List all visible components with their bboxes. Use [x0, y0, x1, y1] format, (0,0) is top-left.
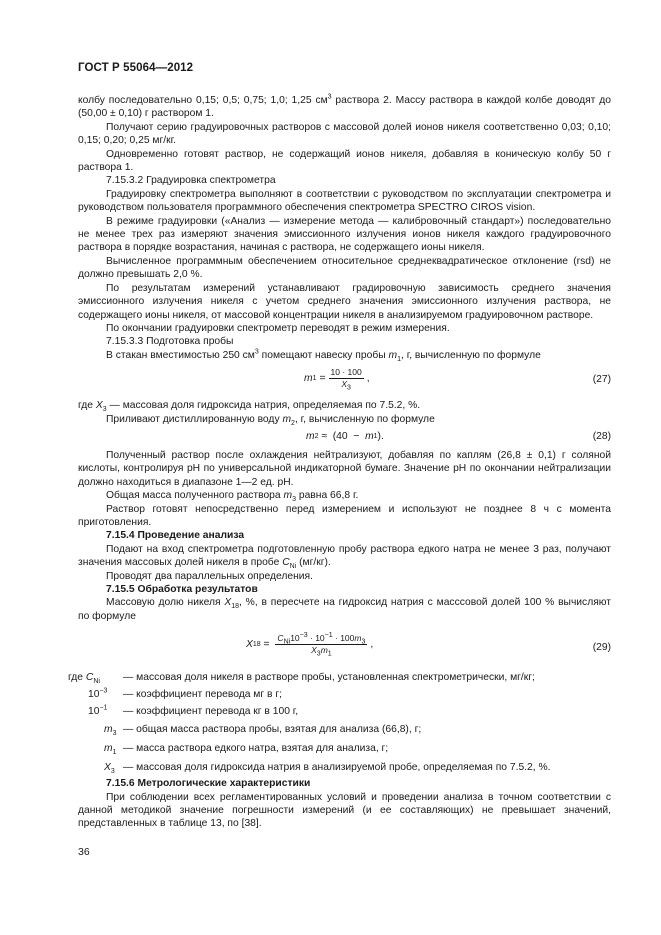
- definition-row: $m_1$ — масса раствора едкого натра, взятая для анализа, г;: [104, 743, 389, 757]
- symbol-definitions: [68, 669, 611, 777]
- paragraph: Приливают дистиллированную воду $m_2$, г, вычисленную по формуле: [106, 413, 435, 427]
- paragraph: При соблюдении всех регламентированных условий и проведении анализа в точном соответствии с данной методикой значение погрешности измерений (и ее составляющих) не превышает значений, представленных в таблице 13, по [38].: [78, 791, 611, 830]
- definition-row: $X_3$ — массовая доля гидроксида натрия в анализируемой пробе, определяемая по 7.5.2, %.: [104, 762, 551, 776]
- definition-row: $m_3$ — общая масса раствора пробы, взятая для анализа (66,8), г;: [104, 724, 422, 738]
- paragraph: Полученный раствор после охлаждения нейтрализуют, добавляя по каплям (26,8 ± 0,1) г соляной кислоты, контролируя pH по универсальной индикаторной бумаге. Значение pH по окончании нейтрализации должно находиться в диапазоне 1—2 ед. pH.: [78, 449, 611, 488]
- paragraph: Получают серию градуировочных растворов с массовой долей ионов никеля соответственно 0,03; 0,10; 0,15; 0,20; 0,25 мг/кг.: [78, 121, 611, 147]
- document-body: [68, 93, 612, 831]
- paragraph: В режиме градуировки («Анализ — измерение метода — калибровочный стандарт») последовательно не менее трех раз измеряют значения эмиссионного излучения ионов никеля каждого градуировочного раствора в порядке возрастания, начиная с раствора, не содержащего ионы никеля.: [78, 215, 611, 254]
- paragraph: Одновременно готовят раствор, не содержащий ионов никеля, добавляя в коническую колбу 50 г раствора 1.: [78, 148, 611, 174]
- section-heading: 7.15.4 Проведение анализа: [106, 530, 245, 542]
- formula-28: m 2 ≈ (40 − m 1 ). (28): [306, 430, 611, 442]
- paragraph: где $X_3$ — массовая доля гидроксида натрия, определяемая по 7.5.2, %.: [78, 400, 421, 414]
- paragraph: Массовую долю никеля $X_{18}$, %, в пересчете на гидроксид натрия с масссовой долей 100 % вычисляют по формуле: [78, 597, 612, 622]
- formula-27: m 1 = $\frac{10 \cdot 100}{X_3}$ , (27): [304, 367, 611, 392]
- subsection-heading: 7.15.3.2 Градуировка спектрометра: [106, 175, 276, 187]
- definition-row: $10^{-3}$ — коэффициент перевода мг в г;: [88, 687, 282, 701]
- paragraph: Проводят два параллельных определения.: [106, 570, 313, 582]
- paragraph: Раствор готовят непосредственно перед измерением и используют не позднее 8 ч с момента приготовления.: [78, 503, 611, 528]
- section-heading: 7.15.5 Обработка результатов: [106, 584, 258, 595]
- paragraph: Градуировку спектрометра выполняют в соответствии с руководством по эксплуатации спектрометра и руководством пользователя программного обеспечения спектрометра SPECTRO CIROS vision.: [78, 188, 611, 214]
- definition-row: где $C_{Ni}$ — массовая доля никеля в растворе пробы, установленная спектрометрически, мг/кг;: [68, 672, 535, 686]
- formula-29: X 18 = $\frac{C_{Ni}10^{-3} \cdot 10^{-1} \cdot 100m_3}{X_3m_1}$ , (29): [246, 632, 611, 658]
- paragraph: Вычисленное программным обеспечением относительное среднеквадратическое отклонение (rsd) не должно превышать 2,0 %.: [78, 255, 611, 281]
- paragraph: Подают на вход спектрометра подготовленную пробу раствора едкого натра не менее 3 раз, получают значения массовых долей никеля в пробе $C_{Ni}$ (мг/кг).: [78, 543, 611, 571]
- paragraph: Общая масса полученного раствора $m_3$ равна 66,8 г.: [106, 490, 359, 504]
- paragraph: В стакан вместимостью 250 $см^3$ помещают навеску пробы $m_1$, г, вычисленную по формуле: [106, 348, 541, 363]
- page-number: 36: [78, 846, 90, 858]
- fraction: $\frac{10 \cdot 100}{X_3}$: [330, 367, 362, 392]
- subsection-heading: 7.15.3.3 Подготовка пробы: [106, 336, 234, 348]
- document-header: ГОСТ Р 55064—2012: [78, 62, 194, 74]
- paragraph: По окончании градуировки спектрометр переводят в режим измерения.: [106, 322, 450, 334]
- paragraph: колбу последовательно 0,15; 0,5; 0,75; 1,0; 1,25 $см^3$ раствора 2. Массу раствора в каждой колбе доводят до (50,00 ± 0,10) г раствором 1.: [78, 93, 611, 120]
- formula-number: (28): [592, 430, 611, 442]
- paragraph: По результатам измерений устанавливают градировочную зависимость среднего значения эмиссионного излучения никеля с учетом среднего значения эмиссионного излучения раствора, не содержащего ионы никеля, от массовой концентрации никеля в анализируемом градуировочном растворе.: [78, 282, 611, 321]
- formula-number: (29): [592, 642, 611, 654]
- section-heading: 7.15.6 Метрологические характеристики: [106, 778, 311, 790]
- formula-number: (27): [592, 374, 611, 386]
- fraction: $\frac{C_{Ni}10^{-3} \cdot 10^{-1} \cdot 100m_3}{X_3m_1}$: [277, 632, 366, 658]
- definition-row: $10^{-1}$ — коэффициент перевода кг в 100 г,: [88, 704, 299, 718]
